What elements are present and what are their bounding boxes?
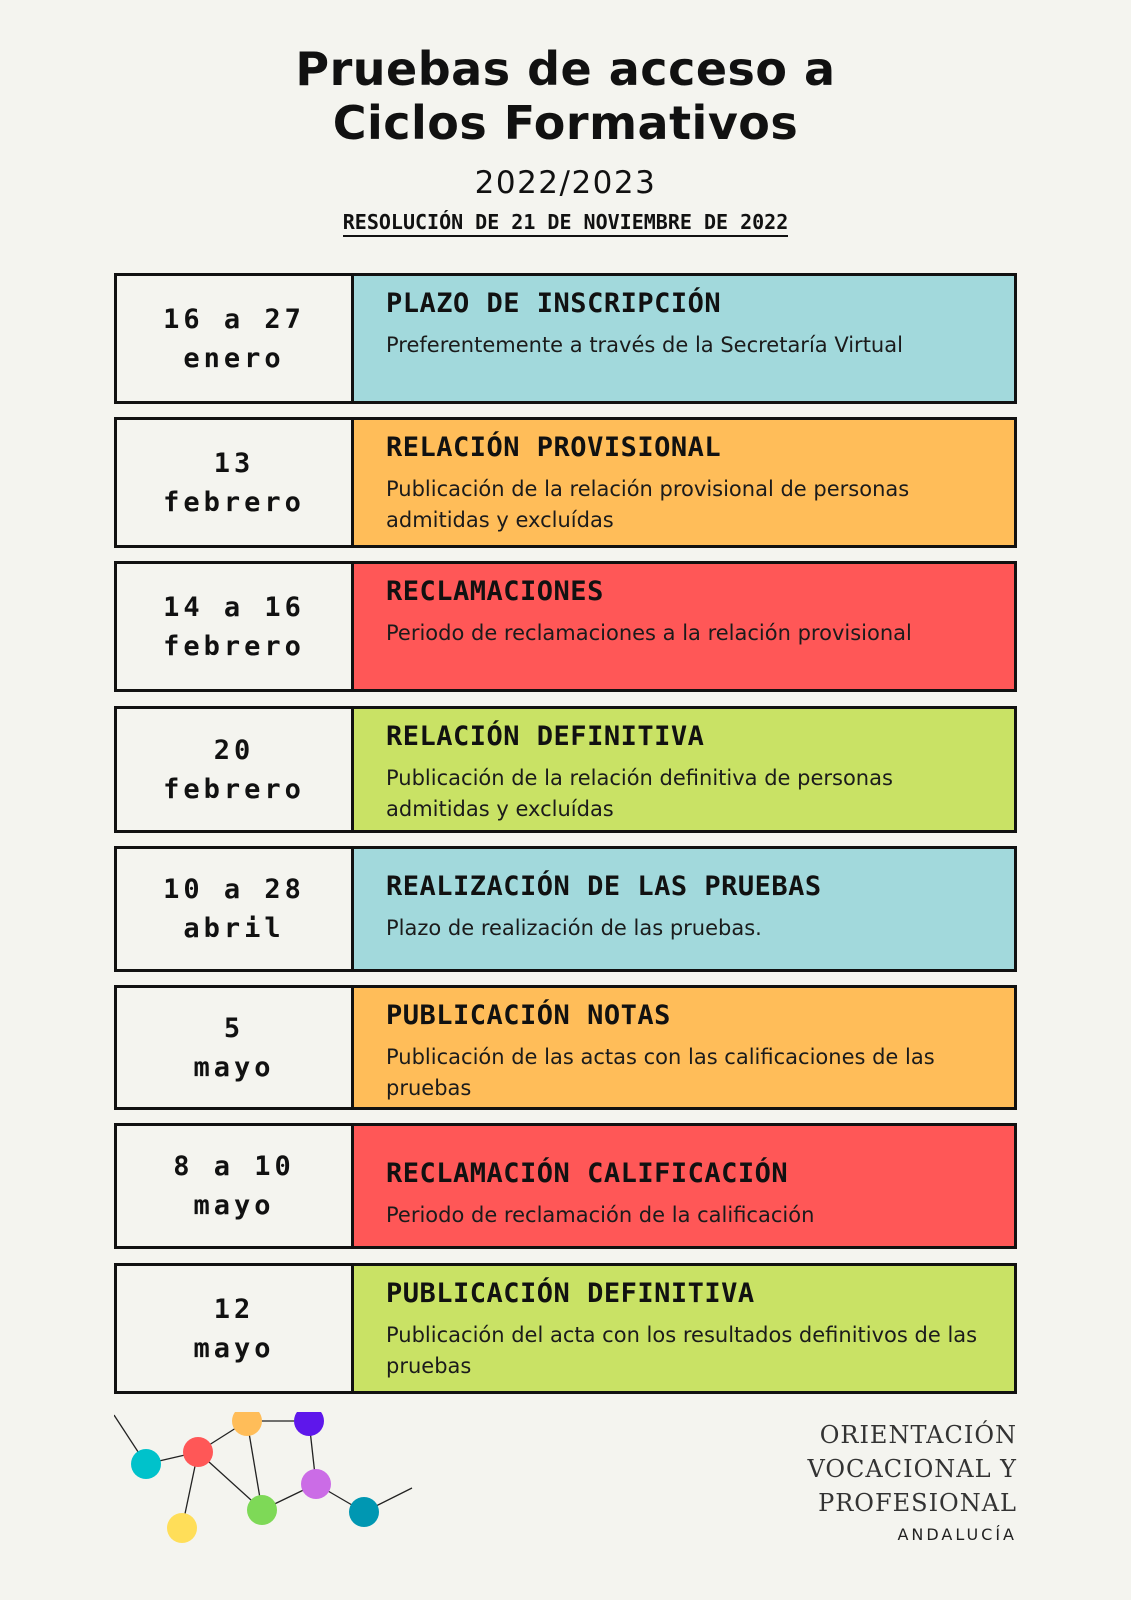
row-date bbox=[117, 1126, 354, 1246]
dot-cyan bbox=[131, 1449, 161, 1479]
title-line-2: Ciclos Formativos bbox=[332, 96, 799, 150]
row-description: Preferentemente a través de la Secretaría Virtual bbox=[386, 333, 903, 357]
date-month: febrero bbox=[163, 630, 305, 662]
date-month: mayo bbox=[193, 1051, 275, 1083]
schedule-row bbox=[114, 846, 1017, 972]
academic-year: 2022/2023 bbox=[474, 165, 657, 201]
schedule-row bbox=[114, 706, 1017, 833]
organization-name bbox=[807, 1418, 1017, 1520]
row-description: Publicación de las actas con las calificaciones de las pruebas bbox=[386, 1045, 935, 1100]
row-description: Periodo de reclamación de la calificación bbox=[386, 1203, 815, 1227]
row-description: Plazo de realización de las pruebas. bbox=[386, 916, 762, 940]
row-date bbox=[117, 709, 354, 830]
schedule-row bbox=[114, 561, 1017, 692]
row-heading: RELACIÓN DEFINITIVA bbox=[386, 721, 705, 752]
date-month: enero bbox=[183, 342, 285, 374]
resolution-reference bbox=[0, 210, 1131, 234]
row-date bbox=[117, 564, 354, 689]
date-days: 12 bbox=[213, 1293, 255, 1325]
resolution-text: RESOLUCIÓN DE 21 DE NOVIEMBRE DE 2022 bbox=[343, 210, 789, 237]
dot-yellow bbox=[167, 1513, 197, 1543]
schedule-row bbox=[114, 417, 1017, 548]
date-days: 10 a 28 bbox=[163, 874, 305, 905]
date-days: 20 bbox=[213, 734, 255, 766]
row-info bbox=[354, 420, 1014, 545]
row-info bbox=[354, 849, 1014, 969]
row-date bbox=[117, 988, 354, 1107]
dot-green bbox=[247, 1495, 277, 1525]
region-label: ANDALUCÍA bbox=[897, 1525, 1017, 1544]
date-days: 5 bbox=[223, 1012, 245, 1044]
dot-orange bbox=[232, 1412, 262, 1436]
row-description: Publicación de la relación definitiva de personas admitidas y excluídas bbox=[386, 766, 893, 821]
date-days: 16 a 27 bbox=[163, 303, 305, 335]
row-date bbox=[117, 420, 354, 545]
row-heading: PUBLICACIÓN DEFINITIVA bbox=[386, 1278, 755, 1309]
dot-red bbox=[183, 1437, 213, 1467]
dot-purple bbox=[294, 1412, 324, 1436]
row-description: Periodo de reclamaciones a la relación provisional bbox=[386, 621, 912, 645]
date-month: mayo bbox=[193, 1190, 275, 1221]
row-info bbox=[354, 276, 1014, 401]
schedule-row bbox=[114, 1123, 1017, 1249]
row-info bbox=[354, 988, 1014, 1107]
schedule-row bbox=[114, 985, 1017, 1110]
dot-teal bbox=[349, 1497, 379, 1527]
schedule-row bbox=[114, 1263, 1017, 1394]
row-description: Publicación del acta con los resultados definitivos de las pruebas bbox=[386, 1323, 978, 1378]
row-heading: RECLAMACIÓN CALIFICACIÓN bbox=[386, 1158, 789, 1189]
dot-violet bbox=[301, 1469, 331, 1499]
date-month: febrero bbox=[163, 486, 305, 518]
date-days: 13 bbox=[213, 447, 255, 479]
row-info bbox=[354, 564, 1014, 689]
org-line-1: ORIENTACIÓN bbox=[819, 1421, 1017, 1449]
date-month: mayo bbox=[193, 1332, 275, 1364]
page-title bbox=[0, 42, 1131, 150]
row-heading: REALIZACIÓN DE LAS PRUEBAS bbox=[386, 871, 822, 902]
row-info bbox=[354, 709, 1014, 830]
date-days: 8 a 10 bbox=[173, 1151, 295, 1182]
schedule-row bbox=[114, 273, 1017, 404]
row-heading: PUBLICACIÓN NOTAS bbox=[386, 1000, 671, 1031]
network-dots-icon bbox=[114, 1412, 414, 1552]
row-date bbox=[117, 276, 354, 401]
title-line-1: Pruebas de acceso a bbox=[295, 42, 836, 96]
org-line-3: PROFESIONAL bbox=[818, 1489, 1017, 1517]
row-info bbox=[354, 1126, 1014, 1246]
date-month: abril bbox=[183, 913, 285, 944]
row-heading: RECLAMACIONES bbox=[386, 576, 604, 607]
row-info bbox=[354, 1266, 1014, 1391]
date-month: febrero bbox=[163, 773, 305, 805]
row-description: Publicación de la relación provisional de personas admitidas y excluídas bbox=[386, 477, 910, 532]
row-date bbox=[117, 1266, 354, 1391]
row-heading: PLAZO DE INSCRIPCIÓN bbox=[386, 288, 722, 319]
date-days: 14 a 16 bbox=[163, 591, 305, 623]
org-line-2: VOCACIONAL Y bbox=[807, 1455, 1017, 1483]
row-date bbox=[117, 849, 354, 969]
row-heading: RELACIÓN PROVISIONAL bbox=[386, 432, 722, 463]
